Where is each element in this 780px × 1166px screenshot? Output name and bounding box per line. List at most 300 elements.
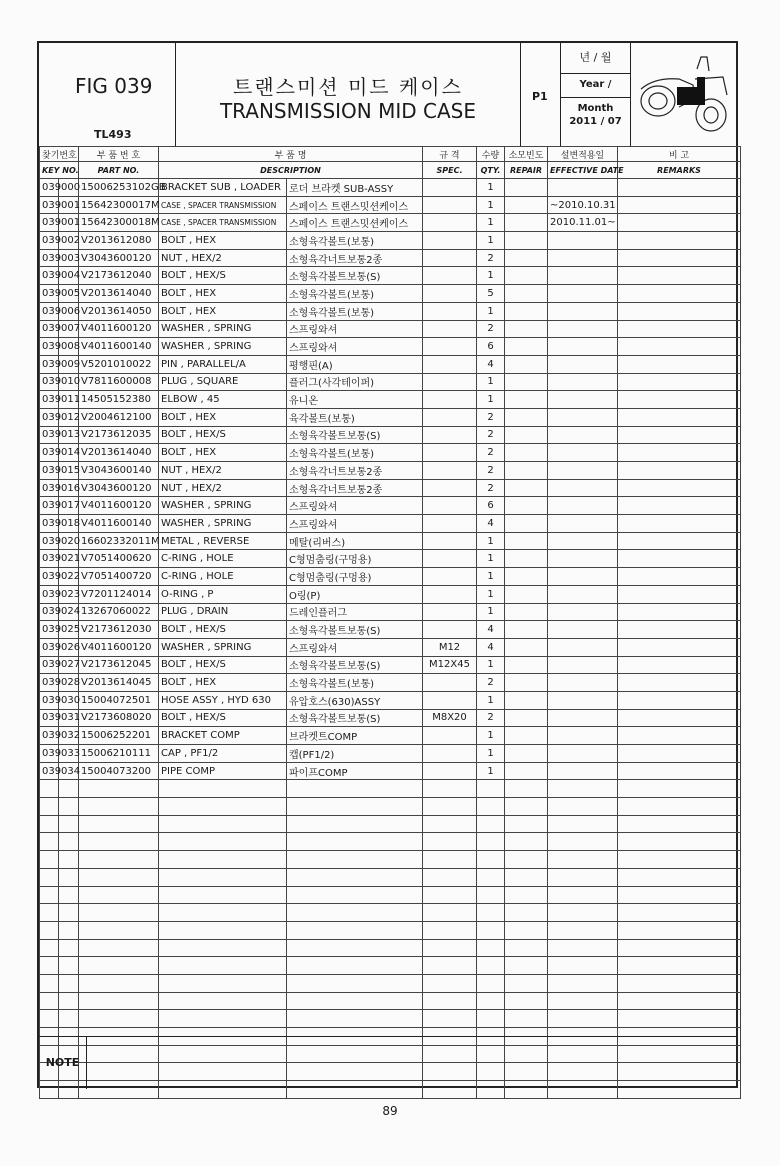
remarks-cell bbox=[618, 232, 741, 250]
col-repair-ko: 소모빈도 bbox=[505, 147, 548, 162]
description-ko-cell: 소형육각볼트(보통) bbox=[287, 444, 423, 462]
remarks-cell bbox=[618, 621, 741, 639]
quantity-cell bbox=[477, 992, 505, 1010]
year-month-label-en: Year / Month bbox=[561, 73, 630, 98]
description-en-cell: BOLT , HEX/S bbox=[159, 709, 287, 727]
description-ko-cell: 스페이스 트랜스밋션케이스 bbox=[287, 196, 423, 214]
repair-cell bbox=[505, 462, 548, 480]
description-en-cell bbox=[159, 957, 287, 975]
key-number-cell: 023 bbox=[59, 585, 79, 603]
effective-date-cell bbox=[548, 302, 618, 320]
spec-cell bbox=[423, 762, 477, 780]
table-row bbox=[40, 285, 741, 303]
repair-cell bbox=[505, 267, 548, 285]
description-ko-cell: 소형육각볼트보통(S) bbox=[287, 709, 423, 727]
figure-cell bbox=[39, 43, 176, 146]
spec-cell bbox=[423, 214, 477, 232]
table-row bbox=[40, 196, 741, 214]
spec-cell bbox=[423, 232, 477, 250]
description-ko-cell: 브라켓트COMP bbox=[287, 727, 423, 745]
remarks-cell bbox=[618, 338, 741, 356]
remarks-cell bbox=[618, 745, 741, 763]
effective-date-cell bbox=[548, 603, 618, 621]
empty-row bbox=[40, 992, 741, 1010]
effective-date-cell: ~2010.10.31 bbox=[548, 196, 618, 214]
remarks-cell bbox=[618, 904, 741, 922]
description-ko-cell: C형멈춤링(구멍용) bbox=[287, 550, 423, 568]
spec-cell bbox=[423, 479, 477, 497]
effective-date-cell bbox=[548, 727, 618, 745]
part-number-cell bbox=[79, 1010, 159, 1028]
description-ko-cell bbox=[287, 1010, 423, 1028]
spec-cell bbox=[423, 391, 477, 409]
key-number-cell bbox=[59, 798, 79, 816]
description-en-cell: CASE , SPACER TRANSMISSION bbox=[159, 214, 287, 232]
spec-cell bbox=[423, 886, 477, 904]
effective-date-cell bbox=[548, 550, 618, 568]
key-prefix-cell: 039 bbox=[40, 462, 59, 480]
part-number-cell bbox=[79, 939, 159, 957]
repair-cell bbox=[505, 497, 548, 515]
description-ko-cell: 파이프COMP bbox=[287, 762, 423, 780]
model-code: TL493 bbox=[94, 128, 132, 141]
quantity-cell: 1 bbox=[477, 691, 505, 709]
key-prefix-cell: 039 bbox=[40, 532, 59, 550]
repair-cell bbox=[505, 868, 548, 886]
quantity-cell: 1 bbox=[477, 232, 505, 250]
remarks-cell bbox=[618, 638, 741, 656]
quantity-cell bbox=[477, 815, 505, 833]
spec-cell bbox=[423, 957, 477, 975]
empty-row bbox=[40, 780, 741, 798]
effective-date-cell bbox=[548, 285, 618, 303]
description-ko-cell bbox=[287, 974, 423, 992]
spec-cell bbox=[423, 426, 477, 444]
parts-body bbox=[40, 179, 741, 1099]
part-number-cell: V2013612080 bbox=[79, 232, 159, 250]
remarks-cell bbox=[618, 727, 741, 745]
remarks-cell bbox=[618, 568, 741, 586]
header-row-english bbox=[40, 162, 741, 179]
quantity-cell: 1 bbox=[477, 550, 505, 568]
key-prefix-cell bbox=[40, 798, 59, 816]
key-prefix-cell: 039 bbox=[40, 550, 59, 568]
key-number-cell: 011 bbox=[59, 391, 79, 409]
key-number-cell: 012 bbox=[59, 408, 79, 426]
description-en-cell bbox=[159, 921, 287, 939]
quantity-cell bbox=[477, 868, 505, 886]
description-ko-cell: 소형육각볼트(보통) bbox=[287, 232, 423, 250]
description-en-cell: NUT , HEX/2 bbox=[159, 479, 287, 497]
key-prefix-cell: 039 bbox=[40, 320, 59, 338]
key-prefix-cell bbox=[40, 939, 59, 957]
description-ko-cell bbox=[287, 939, 423, 957]
repair-cell bbox=[505, 886, 548, 904]
key-prefix-cell bbox=[40, 851, 59, 869]
key-number-cell: 022 bbox=[59, 568, 79, 586]
effective-date-cell bbox=[548, 515, 618, 533]
spec-cell: M8X20 bbox=[423, 709, 477, 727]
description-en-cell: PLUG , DRAIN bbox=[159, 603, 287, 621]
description-ko-cell: 유압호스(630)ASSY bbox=[287, 691, 423, 709]
key-number-cell: 016 bbox=[59, 479, 79, 497]
part-number-cell: 15642300017M bbox=[79, 196, 159, 214]
table-row bbox=[40, 515, 741, 533]
description-ko-cell: 드레인플러그 bbox=[287, 603, 423, 621]
description-en-cell bbox=[159, 798, 287, 816]
description-en-cell: BOLT , HEX/S bbox=[159, 426, 287, 444]
description-en-cell: C-RING , HOLE bbox=[159, 568, 287, 586]
key-number-cell: 020 bbox=[59, 532, 79, 550]
key-prefix-cell: 039 bbox=[40, 232, 59, 250]
parts-sheet bbox=[37, 41, 738, 1088]
spec-cell bbox=[423, 939, 477, 957]
repair-cell bbox=[505, 550, 548, 568]
repair-cell bbox=[505, 426, 548, 444]
remarks-cell bbox=[618, 550, 741, 568]
repair-cell bbox=[505, 355, 548, 373]
quantity-cell: 2 bbox=[477, 709, 505, 727]
effective-date-cell bbox=[548, 957, 618, 975]
part-number-cell bbox=[79, 868, 159, 886]
effective-date-cell bbox=[548, 974, 618, 992]
part-number-cell: 15006210111 bbox=[79, 745, 159, 763]
key-prefix-cell: 039 bbox=[40, 249, 59, 267]
spec-cell bbox=[423, 355, 477, 373]
remarks-cell bbox=[618, 479, 741, 497]
col-spec-en: SPEC. bbox=[423, 162, 477, 179]
remarks-cell bbox=[618, 444, 741, 462]
description-en-cell: BOLT , HEX bbox=[159, 408, 287, 426]
repair-cell bbox=[505, 338, 548, 356]
empty-row bbox=[40, 904, 741, 922]
empty-row bbox=[40, 868, 741, 886]
part-number-cell: V2173612045 bbox=[79, 656, 159, 674]
repair-cell bbox=[505, 444, 548, 462]
repair-cell bbox=[505, 656, 548, 674]
description-ko-cell: 유니온 bbox=[287, 391, 423, 409]
key-number-cell: 017 bbox=[59, 497, 79, 515]
key-prefix-cell: 039 bbox=[40, 285, 59, 303]
description-ko-cell: C형멈춤링(구멍용) bbox=[287, 568, 423, 586]
col-desc-ko: 부 품 명 bbox=[159, 147, 423, 162]
quantity-cell: 2 bbox=[477, 249, 505, 267]
empty-row bbox=[40, 851, 741, 869]
description-en-cell: CASE , SPACER TRANSMISSION bbox=[159, 196, 287, 214]
part-number-cell: V2013614040 bbox=[79, 444, 159, 462]
key-number-cell: 018 bbox=[59, 515, 79, 533]
key-number-cell bbox=[59, 992, 79, 1010]
col-desc-en: DESCRIPTION bbox=[159, 162, 423, 179]
col-part-ko: 부 품 번 호 bbox=[79, 147, 159, 162]
key-number-cell bbox=[59, 1010, 79, 1028]
description-en-cell bbox=[159, 851, 287, 869]
description-en-cell: NUT , HEX/2 bbox=[159, 249, 287, 267]
key-prefix-cell bbox=[40, 957, 59, 975]
repair-cell bbox=[505, 302, 548, 320]
table-row bbox=[40, 302, 741, 320]
description-en-cell: WASHER , SPRING bbox=[159, 338, 287, 356]
part-number-cell: V4011600140 bbox=[79, 515, 159, 533]
table-row bbox=[40, 249, 741, 267]
repair-cell bbox=[505, 638, 548, 656]
key-number-cell bbox=[59, 974, 79, 992]
quantity-cell: 1 bbox=[477, 727, 505, 745]
description-en-cell: BOLT , HEX/S bbox=[159, 267, 287, 285]
description-en-cell: BOLT , HEX bbox=[159, 444, 287, 462]
key-number-cell: 031 bbox=[59, 709, 79, 727]
effective-date-cell bbox=[548, 886, 618, 904]
title-cell bbox=[176, 43, 521, 146]
col-repair-en: REPAIR bbox=[505, 162, 548, 179]
key-number-cell: 026 bbox=[59, 638, 79, 656]
key-prefix-cell: 039 bbox=[40, 355, 59, 373]
quantity-cell bbox=[477, 798, 505, 816]
part-number-cell: V5201010022 bbox=[79, 355, 159, 373]
key-prefix-cell: 039 bbox=[40, 621, 59, 639]
key-prefix-cell: 039 bbox=[40, 479, 59, 497]
repair-cell bbox=[505, 373, 548, 391]
part-number-cell: V4011600120 bbox=[79, 497, 159, 515]
table-row bbox=[40, 462, 741, 480]
repair-cell bbox=[505, 1010, 548, 1028]
description-ko-cell bbox=[287, 780, 423, 798]
description-en-cell: CAP , PF1/2 bbox=[159, 745, 287, 763]
key-prefix-cell: 039 bbox=[40, 267, 59, 285]
remarks-cell bbox=[618, 249, 741, 267]
description-ko-cell: 육각볼트(보통) bbox=[287, 408, 423, 426]
part-number-cell: V4011600140 bbox=[79, 338, 159, 356]
remarks-cell bbox=[618, 886, 741, 904]
quantity-cell: 1 bbox=[477, 585, 505, 603]
key-number-cell: 001 bbox=[59, 196, 79, 214]
key-number-cell: 000 bbox=[59, 179, 79, 197]
remarks-cell bbox=[618, 285, 741, 303]
repair-cell bbox=[505, 921, 548, 939]
key-number-cell bbox=[59, 780, 79, 798]
effective-date-cell bbox=[548, 532, 618, 550]
table-row bbox=[40, 550, 741, 568]
description-en-cell: BOLT , HEX bbox=[159, 232, 287, 250]
key-prefix-cell bbox=[40, 1010, 59, 1028]
quantity-cell bbox=[477, 851, 505, 869]
remarks-cell bbox=[618, 302, 741, 320]
spec-cell bbox=[423, 179, 477, 197]
empty-row bbox=[40, 815, 741, 833]
part-number-cell bbox=[79, 957, 159, 975]
table-row bbox=[40, 391, 741, 409]
part-number-cell bbox=[79, 851, 159, 869]
repair-cell bbox=[505, 674, 548, 692]
part-number-cell: V3043600120 bbox=[79, 249, 159, 267]
description-en-cell bbox=[159, 780, 287, 798]
part-number-cell bbox=[79, 921, 159, 939]
col-date-ko: 설변적용일 bbox=[548, 147, 618, 162]
description-en-cell bbox=[159, 815, 287, 833]
description-ko-cell: 소형육각볼트(보통) bbox=[287, 674, 423, 692]
part-number-cell: V2013614045 bbox=[79, 674, 159, 692]
table-row bbox=[40, 444, 741, 462]
description-en-cell: METAL , REVERSE bbox=[159, 532, 287, 550]
key-prefix-cell: 039 bbox=[40, 302, 59, 320]
description-ko-cell bbox=[287, 815, 423, 833]
quantity-cell: 2 bbox=[477, 462, 505, 480]
description-ko-cell: 캡(PF1/2) bbox=[287, 745, 423, 763]
effective-date-cell bbox=[548, 1010, 618, 1028]
key-number-cell: 028 bbox=[59, 674, 79, 692]
table-row bbox=[40, 691, 741, 709]
key-number-cell: 032 bbox=[59, 727, 79, 745]
repair-cell bbox=[505, 391, 548, 409]
description-en-cell bbox=[159, 868, 287, 886]
key-number-cell: 009 bbox=[59, 355, 79, 373]
description-en-cell: HOSE ASSY , HYD 630 bbox=[159, 691, 287, 709]
effective-date-cell bbox=[548, 585, 618, 603]
table-row bbox=[40, 214, 741, 232]
description-ko-cell: 스페이스 트랜스밋션케이스 bbox=[287, 214, 423, 232]
repair-cell bbox=[505, 603, 548, 621]
description-ko-cell bbox=[287, 868, 423, 886]
empty-row bbox=[40, 833, 741, 851]
note-label: NOTE bbox=[39, 1037, 87, 1089]
col-qty-ko: 수량 bbox=[477, 147, 505, 162]
effective-date-cell bbox=[548, 249, 618, 267]
year-month-cell bbox=[561, 43, 631, 146]
effective-date-cell bbox=[548, 267, 618, 285]
effective-date-cell bbox=[548, 621, 618, 639]
remarks-cell bbox=[618, 992, 741, 1010]
part-number-cell: V2173608020 bbox=[79, 709, 159, 727]
note-box bbox=[39, 1036, 736, 1089]
description-en-cell: ELBOW , 45 bbox=[159, 391, 287, 409]
key-prefix-cell bbox=[40, 780, 59, 798]
repair-cell bbox=[505, 833, 548, 851]
quantity-cell: 2 bbox=[477, 408, 505, 426]
effective-date-cell bbox=[548, 709, 618, 727]
spec-cell: M12 bbox=[423, 638, 477, 656]
description-ko-cell bbox=[287, 798, 423, 816]
remarks-cell bbox=[618, 532, 741, 550]
remarks-cell bbox=[618, 320, 741, 338]
effective-date-cell bbox=[548, 391, 618, 409]
repair-cell bbox=[505, 904, 548, 922]
key-number-cell: 006 bbox=[59, 302, 79, 320]
effective-date-cell bbox=[548, 868, 618, 886]
table-row bbox=[40, 603, 741, 621]
page-number: 89 bbox=[382, 1104, 398, 1118]
quantity-cell: 1 bbox=[477, 762, 505, 780]
key-prefix-cell bbox=[40, 992, 59, 1010]
effective-date-cell: 2010.11.01~ bbox=[548, 214, 618, 232]
quantity-cell: 1 bbox=[477, 267, 505, 285]
effective-date-cell bbox=[548, 568, 618, 586]
spec-cell bbox=[423, 798, 477, 816]
description-ko-cell: 스프링와셔 bbox=[287, 515, 423, 533]
spec-cell bbox=[423, 267, 477, 285]
spec-cell bbox=[423, 621, 477, 639]
quantity-cell: 1 bbox=[477, 532, 505, 550]
description-ko-cell: 소형육각볼트보통(S) bbox=[287, 656, 423, 674]
repair-cell bbox=[505, 798, 548, 816]
key-number-cell bbox=[59, 868, 79, 886]
remarks-cell bbox=[618, 408, 741, 426]
part-number-cell: 16602332011M bbox=[79, 532, 159, 550]
spec-cell bbox=[423, 497, 477, 515]
remarks-cell bbox=[618, 179, 741, 197]
description-en-cell: C-RING , HOLE bbox=[159, 550, 287, 568]
quantity-cell bbox=[477, 833, 505, 851]
key-prefix-cell: 039 bbox=[40, 196, 59, 214]
col-part-en: PART NO. bbox=[79, 162, 159, 179]
description-en-cell bbox=[159, 1010, 287, 1028]
empty-row bbox=[40, 974, 741, 992]
key-number-cell: 030 bbox=[59, 691, 79, 709]
spec-cell bbox=[423, 585, 477, 603]
key-prefix-cell bbox=[40, 921, 59, 939]
key-number-cell: 007 bbox=[59, 320, 79, 338]
part-number-cell: V4011600120 bbox=[79, 320, 159, 338]
key-prefix-cell: 039 bbox=[40, 426, 59, 444]
table-row bbox=[40, 408, 741, 426]
page-code-cell bbox=[521, 43, 561, 146]
spec-cell bbox=[423, 196, 477, 214]
description-en-cell: WASHER , SPRING bbox=[159, 497, 287, 515]
spec-cell: M12X45 bbox=[423, 656, 477, 674]
effective-date-cell bbox=[548, 904, 618, 922]
table-row bbox=[40, 232, 741, 250]
description-ko-cell bbox=[287, 851, 423, 869]
quantity-cell: 6 bbox=[477, 338, 505, 356]
effective-date-cell bbox=[548, 320, 618, 338]
quantity-cell bbox=[477, 921, 505, 939]
effective-date-cell bbox=[548, 408, 618, 426]
part-number-cell bbox=[79, 815, 159, 833]
empty-row bbox=[40, 939, 741, 957]
quantity-cell: 1 bbox=[477, 391, 505, 409]
effective-date-cell bbox=[548, 656, 618, 674]
tractor-image-cell bbox=[631, 43, 738, 146]
description-en-cell: BRACKET SUB , LOADER bbox=[159, 179, 287, 197]
quantity-cell bbox=[477, 957, 505, 975]
key-number-cell: 013 bbox=[59, 426, 79, 444]
key-prefix-cell bbox=[40, 868, 59, 886]
quantity-cell: 1 bbox=[477, 196, 505, 214]
remarks-cell bbox=[618, 957, 741, 975]
parts-table bbox=[39, 146, 741, 1099]
repair-cell bbox=[505, 762, 548, 780]
description-en-cell bbox=[159, 904, 287, 922]
table-row bbox=[40, 727, 741, 745]
quantity-cell bbox=[477, 886, 505, 904]
tractor-drawing-icon bbox=[635, 49, 735, 139]
key-number-cell bbox=[59, 886, 79, 904]
spec-cell bbox=[423, 691, 477, 709]
repair-cell bbox=[505, 179, 548, 197]
quantity-cell: 1 bbox=[477, 214, 505, 232]
spec-cell bbox=[423, 249, 477, 267]
effective-date-cell bbox=[548, 798, 618, 816]
table-row bbox=[40, 479, 741, 497]
table-row bbox=[40, 320, 741, 338]
repair-cell bbox=[505, 585, 548, 603]
key-number-cell bbox=[59, 921, 79, 939]
key-prefix-cell: 039 bbox=[40, 568, 59, 586]
effective-date-cell bbox=[548, 497, 618, 515]
remarks-cell bbox=[618, 709, 741, 727]
page-code: P1 bbox=[532, 90, 548, 103]
sheet-header bbox=[39, 43, 736, 147]
key-number-cell: 008 bbox=[59, 338, 79, 356]
